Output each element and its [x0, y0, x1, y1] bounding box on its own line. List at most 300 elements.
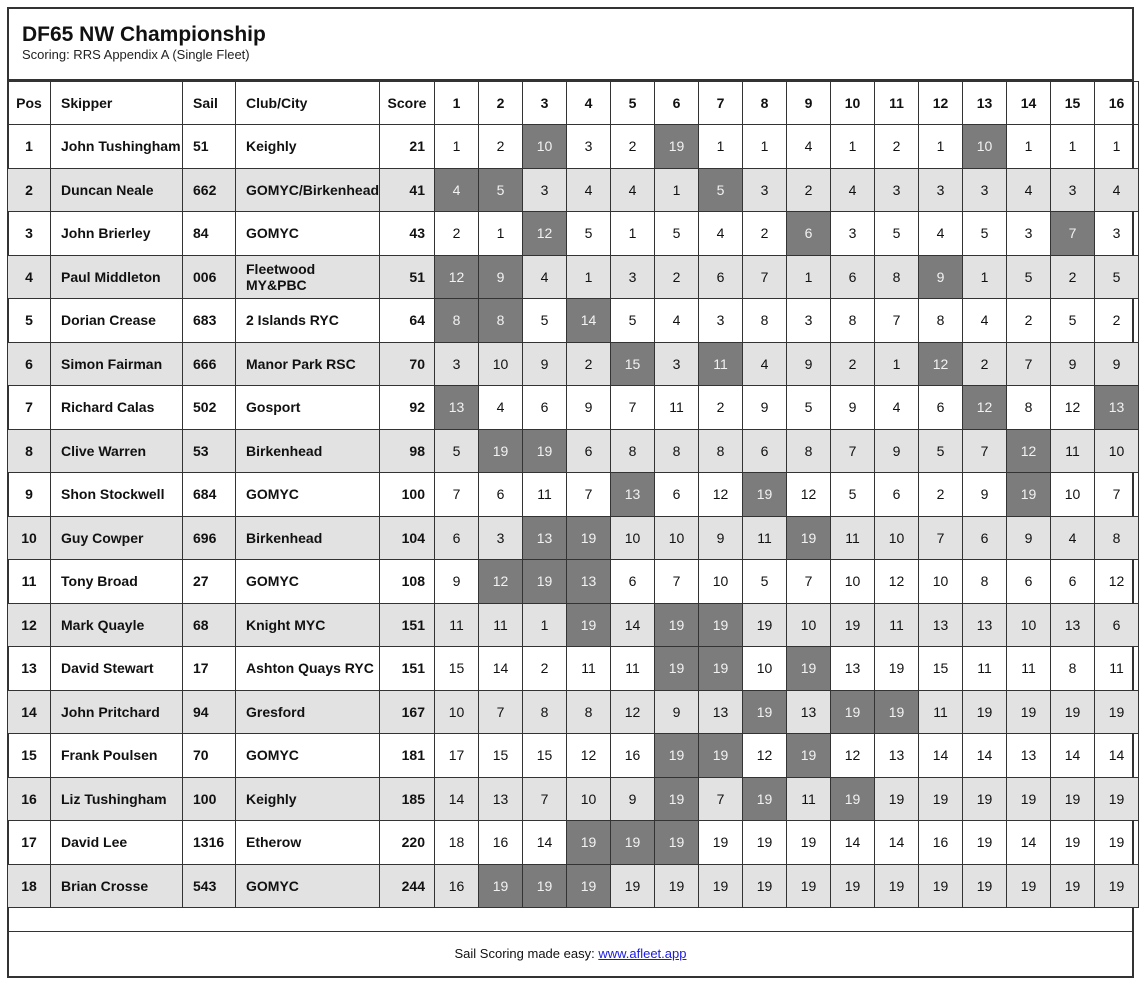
cell-race-11: 6 — [875, 473, 919, 517]
cell-sail: 70 — [183, 734, 236, 778]
cell-club: Knight MYC — [236, 603, 380, 647]
cell-race-4: 2 — [567, 342, 611, 386]
cell-race-8: 19 — [743, 690, 787, 734]
cell-race-2: 13 — [479, 777, 523, 821]
cell-race-4: 1 — [567, 255, 611, 299]
cell-sail: 006 — [183, 255, 236, 299]
cell-race-4: 19 — [567, 821, 611, 865]
table-row — [8, 777, 1139, 821]
cell-race-1: 15 — [435, 647, 479, 691]
cell-race-16: 6 — [1095, 603, 1139, 647]
cell-race-1: 12 — [435, 255, 479, 299]
table-row — [8, 864, 1139, 908]
cell-club: GOMYC — [236, 560, 380, 604]
cell-race-12: 10 — [919, 560, 963, 604]
cell-race-15: 2 — [1051, 255, 1095, 299]
table-row — [8, 386, 1139, 430]
column-header-race-5: 5 — [611, 82, 655, 125]
cell-race-3: 1 — [523, 603, 567, 647]
cell-pos: 15 — [8, 734, 51, 778]
table-row — [8, 125, 1139, 169]
cell-race-4: 11 — [567, 647, 611, 691]
cell-race-7: 19 — [699, 864, 743, 908]
cell-race-5: 6 — [611, 560, 655, 604]
cell-race-6: 19 — [655, 647, 699, 691]
cell-race-7: 12 — [699, 473, 743, 517]
cell-race-12: 12 — [919, 342, 963, 386]
cell-race-5: 14 — [611, 603, 655, 647]
cell-race-7: 5 — [699, 168, 743, 212]
sheet-header — [9, 9, 1132, 81]
table-row — [8, 212, 1139, 256]
cell-race-10: 6 — [831, 255, 875, 299]
cell-race-6: 8 — [655, 429, 699, 473]
cell-race-16: 8 — [1095, 516, 1139, 560]
cell-club: Etherow — [236, 821, 380, 865]
cell-sail: 684 — [183, 473, 236, 517]
cell-race-8: 5 — [743, 560, 787, 604]
cell-club: Gresford — [236, 690, 380, 734]
cell-race-9: 11 — [787, 777, 831, 821]
cell-score: 244 — [380, 864, 435, 908]
cell-race-3: 19 — [523, 429, 567, 473]
cell-race-5: 5 — [611, 299, 655, 343]
cell-skipper: Clive Warren — [51, 429, 183, 473]
cell-race-9: 19 — [787, 734, 831, 778]
table-row — [8, 342, 1139, 386]
cell-race-11: 12 — [875, 560, 919, 604]
cell-race-10: 9 — [831, 386, 875, 430]
column-header-skipper: Skipper — [51, 82, 183, 125]
cell-race-10: 11 — [831, 516, 875, 560]
cell-race-10: 19 — [831, 603, 875, 647]
cell-club: GOMYC — [236, 864, 380, 908]
cell-score: 151 — [380, 647, 435, 691]
cell-race-13: 14 — [963, 734, 1007, 778]
cell-club: Keighly — [236, 125, 380, 169]
cell-race-5: 12 — [611, 690, 655, 734]
cell-race-7: 13 — [699, 690, 743, 734]
cell-sail: 1316 — [183, 821, 236, 865]
cell-race-1: 9 — [435, 560, 479, 604]
cell-pos: 8 — [8, 429, 51, 473]
table-row — [8, 734, 1139, 778]
cell-sail: 94 — [183, 690, 236, 734]
cell-race-14: 9 — [1007, 516, 1051, 560]
column-header-race-9: 9 — [787, 82, 831, 125]
cell-sail: 662 — [183, 168, 236, 212]
cell-race-5: 7 — [611, 386, 655, 430]
cell-race-3: 4 — [523, 255, 567, 299]
cell-race-8: 8 — [743, 299, 787, 343]
cell-race-13: 19 — [963, 864, 1007, 908]
cell-race-3: 9 — [523, 342, 567, 386]
footer-text: Sail Scoring made easy: — [454, 946, 599, 961]
cell-race-8: 19 — [743, 473, 787, 517]
cell-skipper: Paul Middleton — [51, 255, 183, 299]
cell-race-10: 19 — [831, 864, 875, 908]
cell-race-12: 8 — [919, 299, 963, 343]
column-header-pos: Pos — [8, 82, 51, 125]
cell-race-6: 19 — [655, 821, 699, 865]
cell-pos: 13 — [8, 647, 51, 691]
cell-race-3: 2 — [523, 647, 567, 691]
scoring-subtitle: Scoring: RRS Appendix A (Single Fleet) — [22, 47, 250, 62]
cell-race-9: 10 — [787, 603, 831, 647]
cell-race-5: 4 — [611, 168, 655, 212]
cell-race-1: 4 — [435, 168, 479, 212]
cell-race-1: 16 — [435, 864, 479, 908]
cell-race-4: 9 — [567, 386, 611, 430]
page-title: DF65 NW Championship — [22, 23, 266, 46]
cell-race-12: 7 — [919, 516, 963, 560]
cell-club: GOMYC — [236, 212, 380, 256]
cell-race-10: 14 — [831, 821, 875, 865]
cell-pos: 5 — [8, 299, 51, 343]
cell-race-5: 15 — [611, 342, 655, 386]
cell-race-7: 4 — [699, 212, 743, 256]
cell-race-1: 17 — [435, 734, 479, 778]
cell-race-3: 7 — [523, 777, 567, 821]
cell-race-2: 7 — [479, 690, 523, 734]
cell-race-15: 19 — [1051, 690, 1095, 734]
cell-race-1: 7 — [435, 473, 479, 517]
cell-race-11: 10 — [875, 516, 919, 560]
cell-race-9: 7 — [787, 560, 831, 604]
cell-skipper: Duncan Neale — [51, 168, 183, 212]
cell-race-16: 12 — [1095, 560, 1139, 604]
cell-race-14: 13 — [1007, 734, 1051, 778]
cell-race-13: 19 — [963, 690, 1007, 734]
cell-race-1: 18 — [435, 821, 479, 865]
cell-race-3: 6 — [523, 386, 567, 430]
cell-race-5: 2 — [611, 125, 655, 169]
cell-race-2: 2 — [479, 125, 523, 169]
cell-race-13: 8 — [963, 560, 1007, 604]
cell-club: GOMYC — [236, 734, 380, 778]
cell-race-6: 19 — [655, 125, 699, 169]
cell-score: 220 — [380, 821, 435, 865]
cell-sail: 17 — [183, 647, 236, 691]
cell-race-3: 11 — [523, 473, 567, 517]
cell-race-13: 6 — [963, 516, 1007, 560]
cell-race-6: 6 — [655, 473, 699, 517]
cell-race-7: 19 — [699, 603, 743, 647]
cell-race-16: 3 — [1095, 212, 1139, 256]
cell-race-10: 5 — [831, 473, 875, 517]
cell-race-9: 19 — [787, 821, 831, 865]
cell-race-14: 19 — [1007, 864, 1051, 908]
column-header-race-11: 11 — [875, 82, 919, 125]
cell-race-11: 9 — [875, 429, 919, 473]
cell-race-5: 13 — [611, 473, 655, 517]
cell-race-4: 4 — [567, 168, 611, 212]
cell-sail: 683 — [183, 299, 236, 343]
cell-race-3: 14 — [523, 821, 567, 865]
cell-score: 43 — [380, 212, 435, 256]
cell-club: 2 Islands RYC — [236, 299, 380, 343]
cell-race-16: 4 — [1095, 168, 1139, 212]
table-row — [8, 429, 1139, 473]
cell-pos: 4 — [8, 255, 51, 299]
cell-race-8: 19 — [743, 603, 787, 647]
cell-race-10: 7 — [831, 429, 875, 473]
cell-race-15: 11 — [1051, 429, 1095, 473]
cell-race-16: 19 — [1095, 777, 1139, 821]
cell-race-15: 3 — [1051, 168, 1095, 212]
cell-race-11: 13 — [875, 734, 919, 778]
cell-race-13: 13 — [963, 603, 1007, 647]
cell-race-5: 19 — [611, 821, 655, 865]
cell-race-10: 12 — [831, 734, 875, 778]
cell-score: 70 — [380, 342, 435, 386]
cell-race-3: 10 — [523, 125, 567, 169]
cell-race-12: 19 — [919, 864, 963, 908]
cell-race-7: 10 — [699, 560, 743, 604]
cell-race-3: 12 — [523, 212, 567, 256]
cell-race-5: 9 — [611, 777, 655, 821]
cell-race-16: 19 — [1095, 821, 1139, 865]
cell-race-14: 3 — [1007, 212, 1051, 256]
cell-race-9: 5 — [787, 386, 831, 430]
cell-skipper: Guy Cowper — [51, 516, 183, 560]
column-header-race-12: 12 — [919, 82, 963, 125]
cell-race-14: 19 — [1007, 690, 1051, 734]
cell-race-13: 7 — [963, 429, 1007, 473]
column-header-race-15: 15 — [1051, 82, 1095, 125]
cell-race-2: 19 — [479, 429, 523, 473]
cell-race-12: 3 — [919, 168, 963, 212]
cell-race-16: 19 — [1095, 690, 1139, 734]
cell-race-11: 7 — [875, 299, 919, 343]
cell-race-6: 3 — [655, 342, 699, 386]
cell-race-16: 14 — [1095, 734, 1139, 778]
column-header-race-6: 6 — [655, 82, 699, 125]
cell-race-2: 10 — [479, 342, 523, 386]
cell-race-4: 5 — [567, 212, 611, 256]
cell-club: Ashton Quays RYC — [236, 647, 380, 691]
table-row — [8, 299, 1139, 343]
cell-race-11: 19 — [875, 777, 919, 821]
cell-race-10: 13 — [831, 647, 875, 691]
cell-race-12: 9 — [919, 255, 963, 299]
cell-score: 181 — [380, 734, 435, 778]
cell-race-7: 9 — [699, 516, 743, 560]
cell-race-15: 14 — [1051, 734, 1095, 778]
cell-pos: 3 — [8, 212, 51, 256]
column-header-race-10: 10 — [831, 82, 875, 125]
cell-race-14: 8 — [1007, 386, 1051, 430]
cell-race-3: 19 — [523, 864, 567, 908]
cell-race-4: 13 — [567, 560, 611, 604]
cell-race-1: 10 — [435, 690, 479, 734]
cell-skipper: Shon Stockwell — [51, 473, 183, 517]
cell-race-8: 4 — [743, 342, 787, 386]
cell-race-4: 14 — [567, 299, 611, 343]
cell-race-6: 19 — [655, 603, 699, 647]
cell-skipper: David Lee — [51, 821, 183, 865]
cell-skipper: Simon Fairman — [51, 342, 183, 386]
column-header-race-4: 4 — [567, 82, 611, 125]
cell-race-5: 16 — [611, 734, 655, 778]
cell-race-12: 15 — [919, 647, 963, 691]
cell-race-6: 4 — [655, 299, 699, 343]
cell-race-8: 19 — [743, 777, 787, 821]
cell-race-2: 1 — [479, 212, 523, 256]
cell-club: GOMYC/Birkenhead — [236, 168, 380, 212]
cell-sail: 27 — [183, 560, 236, 604]
cell-race-13: 1 — [963, 255, 1007, 299]
afleet-link[interactable]: www.afleet.app — [598, 946, 687, 961]
cell-race-5: 8 — [611, 429, 655, 473]
table-row — [8, 516, 1139, 560]
cell-race-7: 7 — [699, 777, 743, 821]
table-row — [8, 603, 1139, 647]
cell-race-7: 19 — [699, 647, 743, 691]
cell-club: Manor Park RSC — [236, 342, 380, 386]
cell-race-7: 11 — [699, 342, 743, 386]
cell-race-15: 13 — [1051, 603, 1095, 647]
cell-score: 108 — [380, 560, 435, 604]
cell-score: 151 — [380, 603, 435, 647]
cell-race-15: 6 — [1051, 560, 1095, 604]
table-row — [8, 255, 1139, 299]
cell-race-8: 7 — [743, 255, 787, 299]
cell-score: 100 — [380, 473, 435, 517]
cell-race-14: 19 — [1007, 473, 1051, 517]
cell-skipper: John Brierley — [51, 212, 183, 256]
cell-race-2: 12 — [479, 560, 523, 604]
cell-race-10: 10 — [831, 560, 875, 604]
cell-race-13: 2 — [963, 342, 1007, 386]
cell-race-8: 2 — [743, 212, 787, 256]
cell-race-8: 1 — [743, 125, 787, 169]
cell-race-7: 19 — [699, 821, 743, 865]
cell-skipper: Frank Poulsen — [51, 734, 183, 778]
cell-race-7: 6 — [699, 255, 743, 299]
cell-race-11: 11 — [875, 603, 919, 647]
cell-race-6: 11 — [655, 386, 699, 430]
cell-pos: 10 — [8, 516, 51, 560]
cell-race-2: 14 — [479, 647, 523, 691]
cell-race-3: 8 — [523, 690, 567, 734]
cell-skipper: John Tushingham — [51, 125, 183, 169]
cell-race-11: 8 — [875, 255, 919, 299]
cell-race-11: 4 — [875, 386, 919, 430]
cell-race-5: 19 — [611, 864, 655, 908]
cell-race-16: 10 — [1095, 429, 1139, 473]
cell-race-10: 1 — [831, 125, 875, 169]
cell-race-1: 2 — [435, 212, 479, 256]
cell-race-15: 19 — [1051, 821, 1095, 865]
cell-race-6: 1 — [655, 168, 699, 212]
table-row — [8, 168, 1139, 212]
cell-race-14: 5 — [1007, 255, 1051, 299]
cell-score: 51 — [380, 255, 435, 299]
cell-race-6: 5 — [655, 212, 699, 256]
cell-race-6: 9 — [655, 690, 699, 734]
cell-score: 167 — [380, 690, 435, 734]
cell-race-4: 8 — [567, 690, 611, 734]
cell-race-2: 6 — [479, 473, 523, 517]
table-row — [8, 821, 1139, 865]
cell-race-4: 6 — [567, 429, 611, 473]
cell-race-11: 19 — [875, 690, 919, 734]
cell-race-12: 4 — [919, 212, 963, 256]
cell-pos: 17 — [8, 821, 51, 865]
cell-pos: 11 — [8, 560, 51, 604]
cell-race-2: 4 — [479, 386, 523, 430]
cell-score: 104 — [380, 516, 435, 560]
cell-race-14: 7 — [1007, 342, 1051, 386]
cell-sail: 696 — [183, 516, 236, 560]
cell-race-9: 2 — [787, 168, 831, 212]
cell-race-15: 8 — [1051, 647, 1095, 691]
cell-race-16: 1 — [1095, 125, 1139, 169]
cell-race-9: 9 — [787, 342, 831, 386]
cell-race-12: 19 — [919, 777, 963, 821]
cell-race-13: 12 — [963, 386, 1007, 430]
cell-race-12: 5 — [919, 429, 963, 473]
cell-race-14: 6 — [1007, 560, 1051, 604]
cell-race-14: 11 — [1007, 647, 1051, 691]
cell-race-12: 1 — [919, 125, 963, 169]
cell-sail: 51 — [183, 125, 236, 169]
cell-race-15: 10 — [1051, 473, 1095, 517]
column-header-club-city: Club/City — [236, 82, 380, 125]
cell-skipper: Liz Tushingham — [51, 777, 183, 821]
cell-race-2: 15 — [479, 734, 523, 778]
cell-race-13: 9 — [963, 473, 1007, 517]
cell-club: GOMYC — [236, 473, 380, 517]
cell-race-15: 9 — [1051, 342, 1095, 386]
cell-race-3: 19 — [523, 560, 567, 604]
cell-skipper: Tony Broad — [51, 560, 183, 604]
cell-race-2: 16 — [479, 821, 523, 865]
cell-race-9: 19 — [787, 864, 831, 908]
cell-race-16: 5 — [1095, 255, 1139, 299]
cell-race-13: 4 — [963, 299, 1007, 343]
cell-race-4: 3 — [567, 125, 611, 169]
cell-race-6: 7 — [655, 560, 699, 604]
cell-skipper: Mark Quayle — [51, 603, 183, 647]
cell-race-1: 11 — [435, 603, 479, 647]
column-header-race-3: 3 — [523, 82, 567, 125]
cell-race-13: 19 — [963, 777, 1007, 821]
cell-race-4: 19 — [567, 516, 611, 560]
cell-race-16: 2 — [1095, 299, 1139, 343]
cell-race-14: 14 — [1007, 821, 1051, 865]
cell-pos: 7 — [8, 386, 51, 430]
cell-pos: 2 — [8, 168, 51, 212]
cell-race-2: 19 — [479, 864, 523, 908]
cell-skipper: Richard Calas — [51, 386, 183, 430]
cell-race-14: 1 — [1007, 125, 1051, 169]
cell-pos: 9 — [8, 473, 51, 517]
cell-race-10: 3 — [831, 212, 875, 256]
cell-race-1: 13 — [435, 386, 479, 430]
cell-race-16: 19 — [1095, 864, 1139, 908]
cell-pos: 1 — [8, 125, 51, 169]
results-table — [7, 81, 1139, 908]
cell-race-11: 3 — [875, 168, 919, 212]
cell-race-9: 13 — [787, 690, 831, 734]
cell-race-7: 1 — [699, 125, 743, 169]
cell-skipper: John Pritchard — [51, 690, 183, 734]
cell-race-2: 3 — [479, 516, 523, 560]
cell-race-12: 14 — [919, 734, 963, 778]
cell-race-2: 5 — [479, 168, 523, 212]
